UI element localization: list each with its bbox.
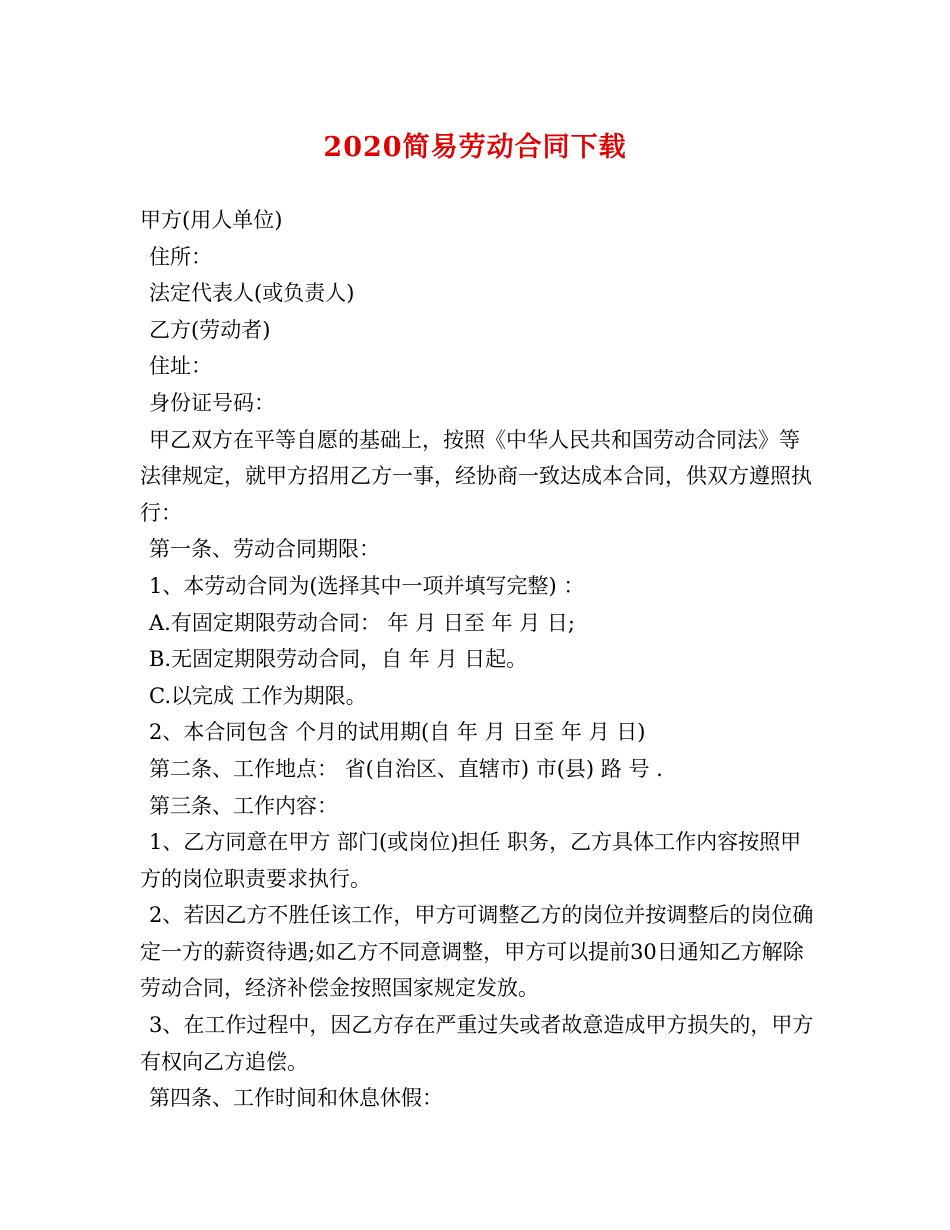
legal-representative-line: 法定代表人(或负责人) <box>149 281 355 306</box>
article-3-clause-2: 2、若因乙方不胜任该工作，甲方可调整乙方的岗位并按调整后的岗位确定一方的薪资待遇;如乙方不同意调整，甲方可以提前30日通知乙方解除劳动合同，经济补偿金按照国家规定发放。 <box>140 903 814 1001</box>
id-number-line: 身份证号码： <box>149 390 275 415</box>
article-1-clause-1: 1、本劳动合同为(选择其中一项并填写完整) ： <box>149 573 585 598</box>
article-1-clause-2: 2、本合同包含 个月的试用期(自 年 月 日至 年 月 日) <box>149 720 646 745</box>
party-a-address-line: 住所： <box>149 244 212 269</box>
document-body <box>140 202 820 1117</box>
article-1-option-b: B.无固定期限劳动合同，自 年 月 日起。 <box>149 647 528 672</box>
article-3-clause-1: 1、乙方同意在甲方 部门(或岗位)担任 职务，乙方具体工作内容按照甲方的岗位职责要求执行。 <box>140 830 802 891</box>
article-1-heading: 第一条、劳动合同期限： <box>149 537 380 562</box>
article-4-heading: 第四条、工作时间和休息休假： <box>149 1086 443 1111</box>
article-1-option-a: A.有固定期限劳动合同： 年 月 日至 年 月 日; <box>149 610 575 635</box>
article-3-clause-3: 3、在工作过程中，因乙方存在严重过失或者故意造成甲方损失的，甲方有权向乙方追偿。 <box>140 1013 814 1074</box>
party-b-line: 乙方(劳动者) <box>149 317 271 342</box>
party-b-address-line: 住址： <box>149 354 212 379</box>
document-title: 2020简易劳动合同下载 <box>323 132 627 163</box>
article-1-option-c: C.以完成 工作为期限。 <box>149 683 367 708</box>
article-3-heading: 第三条、工作内容： <box>149 793 338 818</box>
article-2-line: 第二条、工作地点： 省(自治区、直辖市) 市(县) 路 号 . <box>149 756 663 781</box>
party-a-line: 甲方(用人单位) <box>140 208 283 232</box>
preamble-paragraph: 甲乙双方在平等自愿的基础上，按照《中华人民共和国劳动合同法》等法律规定，就甲方招用乙方一事，经协商一致达成本合同，供双方遵照执行： <box>140 427 812 525</box>
